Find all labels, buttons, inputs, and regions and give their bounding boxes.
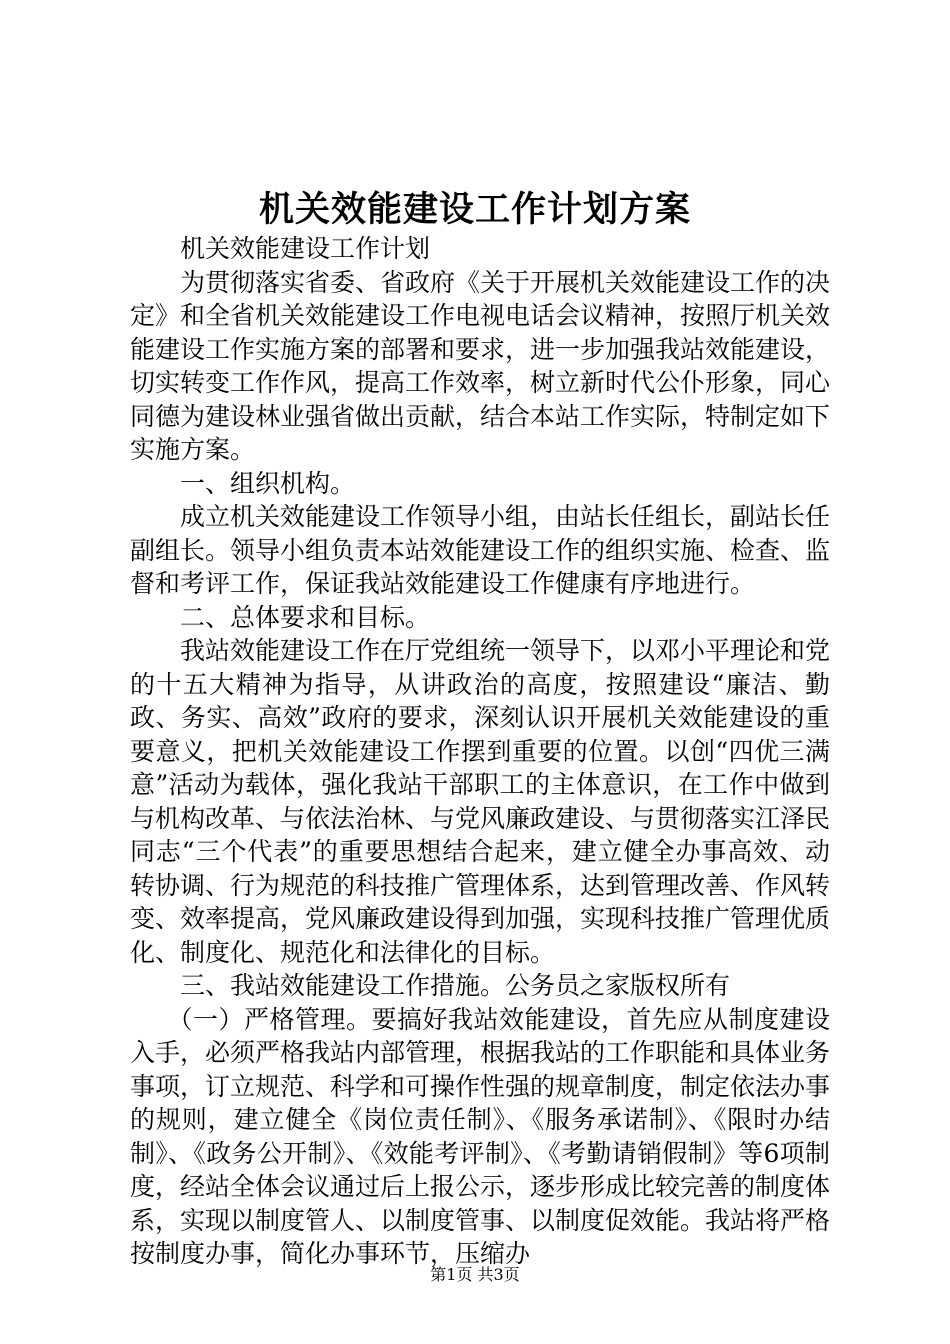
paragraph-organization: 成立机关效能建设工作领导小组，由站长任组长，副站长任副组长。领导小组负责本站效能建设工作的组织实施、检查、监督和考评工作，保证我站效能建设工作健康有序地进行。 xyxy=(130,502,831,598)
page-footer: 第1页 共3页 xyxy=(430,1265,520,1284)
paragraph-measures: （一）严格管理。要搞好我站效能建设，首先应从制度建设入手，必须严格我站内部管理，根据我站的工作职能和具体业务事项，订立规范、科学和可操作性强的规章制度，制定依法办事的规则，建立健全《岗位责任制》、《服务承诺制》、《限时办结制》、《政务公开制》、《效能考评制》、《考勤请销假制》等6项制度，经站全体会议通过后上报公示，逐步形成比较完善的制度体系，实现以制度管人、以制度管事、以制度促效能。我站将严格按制度办事，简化办事环节，压缩办 xyxy=(130,1004,831,1268)
section-heading-1: 一、组织机构。 xyxy=(180,468,356,498)
paragraph-goals: 我站效能建设工作在厅党组统一领导下，以邓小平理论和党的十五大精神为指导，从讲政治的高度，按照建设“廉洁、勤政、务实、高效”政府的要求，深刻认识开展机关效能建设的重要意义，把机关效能建设工作摆到重要的位置。以创“四优三满意”活动为载体，强化我站干部职工的主体意识，在工作中做到与机构改革、与依法治林、与党风廉政建设、与贯彻落实江泽民同志“三个代表”的重要思想结合起来，建立健全办事高效、动转协调、行为规范的科技推广管理体系，达到管理改善、作风转变、效率提高，党风廉政建设得到加强，实现科技推广管理优质化、制度化、规范化和法律化的目标。 xyxy=(130,636,831,967)
paragraph-intro: 为贯彻落实省委、省政府《关于开展机关效能建设工作的决定》和全省机关效能建设工作电视电话会议精神，按照厅机关效能建设工作实施方案的部署和要求，进一步加强我站效能建设，切实转变工作作风，提高工作效率，树立新时代公仆形象，同心同德为建设林业强省做出贡献，结合本站工作实际，特制定如下实施方案。 xyxy=(130,267,831,464)
paragraph-heading: 机关效能建设工作计划 xyxy=(180,234,431,263)
document-title: 机关效能建设工作计划方案 xyxy=(258,189,691,230)
section-heading-2: 二、总体要求和目标。 xyxy=(180,602,431,632)
document-body xyxy=(130,232,830,1271)
section-heading-3: 三、我站效能建设工作措施。公务员之家版权所有 xyxy=(180,971,731,1000)
